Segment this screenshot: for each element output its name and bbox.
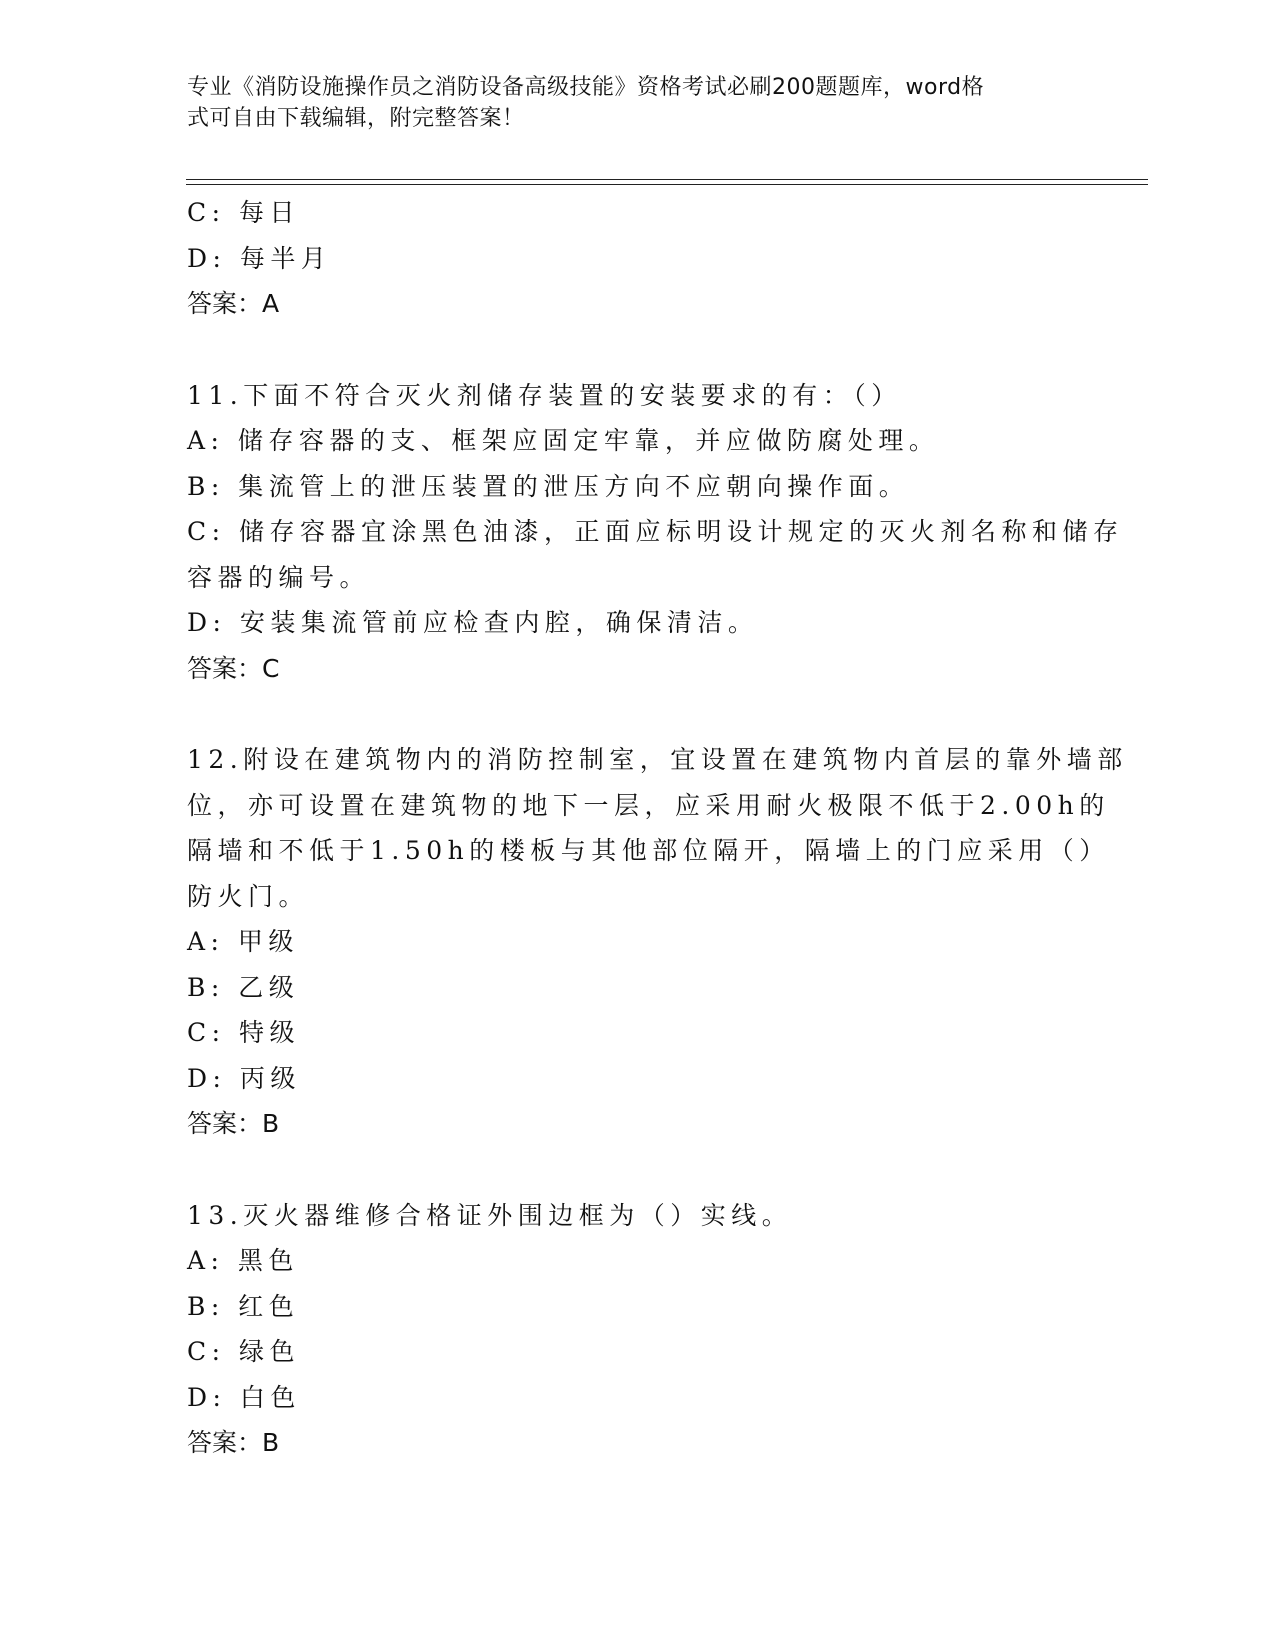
header-line-1: 专业《消防设施操作员之消防设备高级技能》资格考试必刷200题题库，word格 (187, 75, 985, 100)
option-a: A: 储存容器的支、框架应固定牢靠，并应做防腐处理。 (187, 426, 940, 455)
option-c: C: 绿色 (187, 1337, 300, 1366)
answer: 答案：C (187, 653, 280, 683)
header-divider (186, 179, 1148, 185)
question-13 (187, 1193, 1087, 1466)
option-c: C: 每日 (187, 198, 300, 227)
spacer (187, 1147, 1087, 1193)
option-b: B: 红色 (187, 1291, 300, 1321)
question-12 (187, 737, 1128, 1147)
question-stem-continued: 防火门。 (187, 881, 310, 911)
option-d: D: 每半月 (187, 243, 332, 273)
answer: 答案：A (187, 289, 280, 318)
option-d: D: 安装集流管前应检查内腔，确保清洁。 (187, 608, 759, 637)
option-b: B: 集流管上的泄压装置的泄压方向不应朝向操作面。 (187, 471, 910, 501)
option-c-continued: 容器的编号。 (187, 562, 371, 592)
question-content (187, 190, 1128, 1466)
question-stem-continued: 隔墙和不低于1.50h的楼板与其他部位隔开，隔墙上的门应采用（） (187, 836, 1110, 865)
question-11 (187, 373, 1124, 692)
option-c: C: 特级 (187, 1018, 300, 1047)
document-header (187, 72, 1067, 134)
question-stem: 13.灭火器维修合格证外围边框为（）实线。 (187, 1200, 793, 1230)
question-stem: 11.下面不符合灭火剂储存装置的安装要求的有：（） (187, 380, 902, 410)
option-d: D: 白色 (187, 1382, 301, 1412)
spacer (187, 691, 1087, 737)
option-a: A: 甲级 (187, 927, 299, 956)
option-a: A: 黑色 (187, 1246, 299, 1275)
question-stem: 12.附设在建筑物内的消防控制室，宜设置在建筑物内首层的靠外墙部 (187, 745, 1128, 774)
option-d: D: 丙级 (187, 1063, 301, 1093)
answer: 答案：B (187, 1428, 280, 1457)
answer: 答案：B (187, 1109, 280, 1138)
header-line-2: 式可自由下载编辑，附完整答案！ (187, 106, 525, 131)
option-c: C: 储存容器宜涂黑色油漆，正面应标明设计规定的灭火剂名称和储存 (187, 517, 1124, 546)
option-b: B: 乙级 (187, 972, 300, 1002)
question-stem-continued: 位，亦可设置在建筑物的地下一层，应采用耐火极限不低于2.00h的 (187, 790, 1110, 820)
previous-question-tail (187, 190, 1087, 327)
spacer (187, 327, 1087, 373)
